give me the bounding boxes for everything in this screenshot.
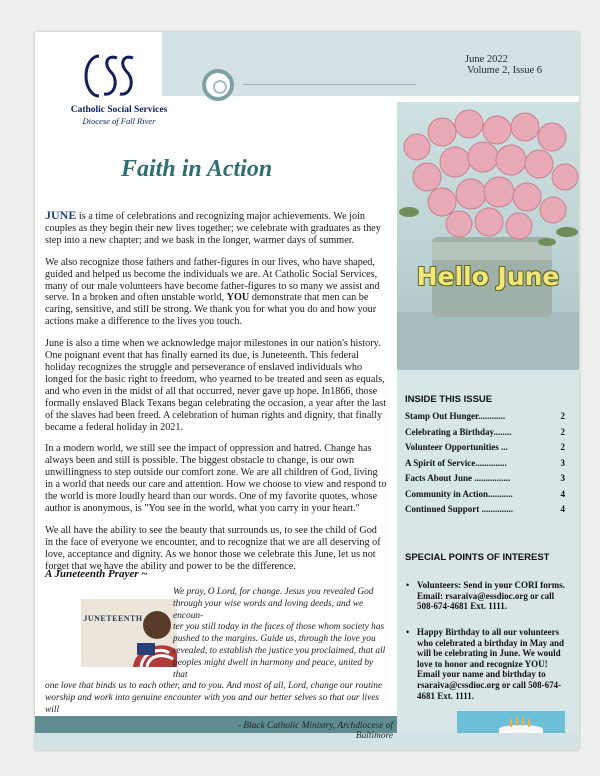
issue-date: June 2022 [465, 54, 508, 65]
toc-item-page: 4 [560, 488, 565, 499]
article-body [45, 210, 387, 582]
toc-heading: INSIDE THIS ISSUE [405, 394, 493, 405]
article-title: Faith in Action [121, 156, 273, 182]
roses-illustration [397, 102, 579, 370]
roses-photo [397, 102, 579, 370]
ring-ornament [202, 69, 234, 101]
toc-item-label: Celebrating a Birthday........ [405, 426, 512, 437]
june-lead: JUNE [45, 208, 77, 222]
footer-band-right [397, 733, 579, 750]
toc-item-page: 3 [560, 457, 565, 468]
prayer-line: one love that binds us to each other, and to you. And most of all, Lord, change our routine [45, 681, 383, 692]
toc-item [405, 442, 565, 458]
toc-item-page: 3 [560, 473, 565, 483]
paragraph-4: In a modern world, we still see the impact of oppression and hatred. Change has always been and still is possible. The biggest obstacle to change, is our own unwillingness to step outside our comfort zone. We are all children of God, living in a world that needs our care and attention. How we choose to view and respond to the world is more loudly heard than our words. One of my favorite quotes, whose author is anonymous, is "You see in the world, what you carry in your heart." [45, 443, 387, 514]
paragraph-3: June is also a time when we acknowledge major milestones in our nation's history. One poignant event that has finally earned its due, is Juneteenth. This federal holiday recognizes the struggle and perseverance of enslaved individuals who longed for the basic right to freedom, who yearned to be treated and seen as equals, and who even in the midst of all that occurred, never gave up hope. In1866, those formally enslaved Black Texans began celebrating the occasion, a year after the last of the slaves had been freed. A celebration of human rights and dignity, that finally became a federal holiday in 2021. [45, 338, 387, 433]
toc-item-page: 2 [560, 442, 565, 452]
diocese-name: Diocese of Fall River [82, 116, 156, 126]
toc-item [405, 458, 565, 474]
hello-june-banner: Hello June [416, 262, 560, 291]
prayer-attribution: - Black Catholic Ministry, Archdiocese of Baltimore [237, 721, 393, 741]
paragraph-2-text-a: We also recognize those fathers and father-figures in our lives, who have shaped, guided and helped us become the individuals we are. At Catholic Social Services, many of our male volunteers have become father-figures to so many we assist and serve. In a broken and often unstable world, [45, 256, 380, 304]
toc-item [405, 489, 565, 505]
prayer-title: A Juneteenth Prayer ~ [45, 568, 148, 580]
prayer-line: worship and work into genuine encounter with you and our better selves so that our lives will [45, 693, 380, 715]
paragraph-1-text: is a time of celebrations and recognizing major achievements. We join couples as they begin their new lives together; we celebrate with graduates as they step into a new chapter; and we bask in the longer, warmer days of summer. [45, 211, 381, 246]
toc-item-page: 4 [560, 504, 565, 514]
header-divider [243, 84, 416, 85]
toc-item [405, 504, 565, 520]
paragraph-2-text-b: demonstrate that men can be caring, sensitive, and still be strong. We thank you for what you do and how your actions make a difference to the lives you touch. [45, 292, 377, 328]
toc-item-page: 2 [560, 411, 565, 421]
paragraph-5: We all have the ability to see the beauty that surrounds us, to see the child of God in the face of everyone we encounter, and to recognize that we are all deserving of love, acceptance and dignity. As we honor those we celebrate this June, let us not forget that we have the ability and power to be the difference. [45, 524, 381, 572]
toc-item-label: Volunteer Opportunities ... [405, 442, 508, 452]
toc-item-label: Community in Action........... [405, 488, 513, 499]
prayer-line: revealed, to establish the justice you proclaimed, that all [173, 645, 386, 656]
newsletter-page [35, 32, 579, 750]
issue-volume: Volume 2, Issue 6 [467, 65, 543, 76]
toc-item-label: Facts About June ................ [405, 473, 511, 483]
toc-item [405, 411, 565, 427]
logo [35, 32, 168, 132]
toc-item [405, 427, 565, 443]
you-emphasis: YOU [226, 292, 250, 304]
toc-item-label: A Spirit of Service.............. [405, 457, 507, 468]
table-of-contents [405, 411, 565, 520]
toc-item-label: Stamp Out Hunger............ [405, 411, 506, 421]
sidebar [397, 102, 579, 750]
special-point-item: • Happy Birthday to all our volunteers who celebrated a birthday in May and will be celebrating in June. We would love to honor and recognize YOU! Email your name and birthday to rsaraiva@cssdioc.org or call 508-674-4681 Ext. 1111. [405, 627, 570, 701]
special-point-item: • Volunteers: Send in your CORI forms. Email: rsaraiva@essdioc.org or call 508-674-4681 Ext. 1111. [405, 580, 570, 612]
prayer-line: ter you still today in the faces of those whom society has [173, 622, 385, 633]
toc-item-label: Continued Support .............. [405, 504, 514, 514]
css-logo-mark [83, 50, 137, 102]
prayer-line: peoples might dwell in harmony and peace, united by that [173, 657, 374, 680]
paragraph-1 [45, 210, 387, 247]
prayer-line: pushed to the margins. Guide us, through the love you [173, 634, 376, 645]
toc-item-page: 2 [560, 426, 565, 437]
prayer-line: through your wise words and loving deeds, and we encoun- [173, 598, 364, 621]
prayer-line: We pray, O Lord, for change. Jesus you revealed God [173, 587, 374, 597]
paragraph-2 [45, 257, 387, 328]
prayer-text [45, 587, 390, 729]
org-name: Catholic Social Services [70, 105, 168, 115]
toc-item [405, 473, 565, 489]
juneteenth-caption: JUNETEENTH [83, 614, 143, 623]
special-points-heading: SPECIAL POINTS OF INTEREST [405, 552, 550, 563]
